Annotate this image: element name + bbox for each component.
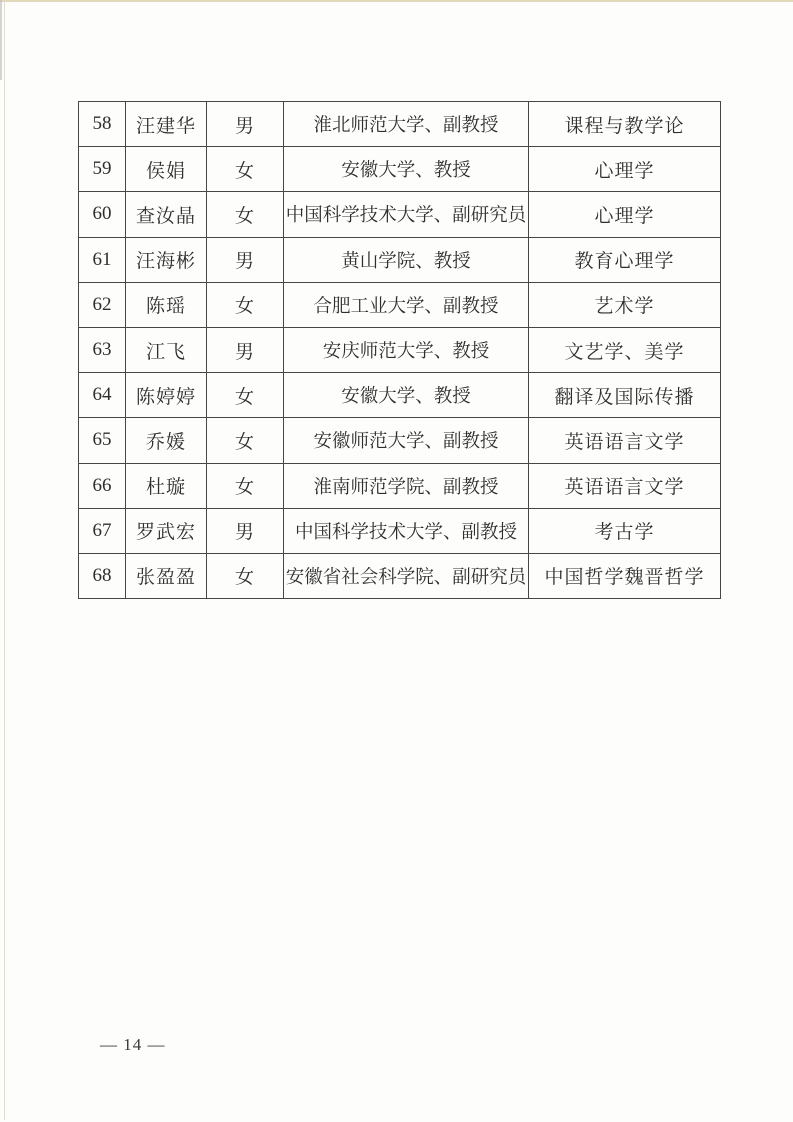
cell-gender: 女 bbox=[207, 147, 284, 192]
cell-affiliation: 淮北师范大学、副教授 bbox=[284, 102, 529, 147]
scan-edge-left bbox=[4, 2, 5, 1120]
cell-affiliation: 中国科学技术大学、副教授 bbox=[284, 508, 529, 553]
cell-field: 中国哲学魏晋哲学 bbox=[529, 553, 721, 598]
table-row bbox=[79, 237, 721, 282]
cell-affiliation: 安庆师范大学、教授 bbox=[284, 327, 529, 372]
table-row bbox=[79, 553, 721, 598]
cell-number: 63 bbox=[79, 327, 126, 372]
cell-number: 66 bbox=[79, 463, 126, 508]
cell-field: 心理学 bbox=[529, 147, 721, 192]
scan-edge-corner bbox=[0, 0, 2, 80]
cell-gender: 女 bbox=[207, 192, 284, 237]
table-row bbox=[79, 373, 721, 418]
cell-number: 59 bbox=[79, 147, 126, 192]
cell-number: 64 bbox=[79, 373, 126, 418]
page-number: — 14 — bbox=[100, 1035, 166, 1054]
cell-gender: 男 bbox=[207, 508, 284, 553]
cell-name: 杜璇 bbox=[126, 463, 207, 508]
table-row bbox=[79, 418, 721, 463]
table-row bbox=[79, 102, 721, 147]
cell-name: 汪海彬 bbox=[126, 237, 207, 282]
table-row bbox=[79, 282, 721, 327]
experts-roster-body bbox=[79, 102, 721, 599]
cell-affiliation: 安徽大学、教授 bbox=[284, 147, 529, 192]
cell-field: 课程与教学论 bbox=[529, 102, 721, 147]
cell-name: 江飞 bbox=[126, 327, 207, 372]
cell-affiliation: 安徽省社会科学院、副研究员 bbox=[284, 553, 529, 598]
cell-name: 汪建华 bbox=[126, 102, 207, 147]
cell-name: 陈婷婷 bbox=[126, 373, 207, 418]
cell-name: 陈瑶 bbox=[126, 282, 207, 327]
cell-number: 61 bbox=[79, 237, 126, 282]
cell-field: 教育心理学 bbox=[529, 237, 721, 282]
table-row bbox=[79, 463, 721, 508]
cell-gender: 女 bbox=[207, 463, 284, 508]
experts-roster-table bbox=[78, 101, 721, 599]
table-row bbox=[79, 192, 721, 237]
cell-field: 英语语言文学 bbox=[529, 463, 721, 508]
cell-number: 62 bbox=[79, 282, 126, 327]
cell-field: 翻译及国际传播 bbox=[529, 373, 721, 418]
cell-gender: 女 bbox=[207, 418, 284, 463]
scan-edge-top bbox=[0, 0, 793, 2]
cell-name: 张盈盈 bbox=[126, 553, 207, 598]
cell-affiliation: 淮南师范学院、副教授 bbox=[284, 463, 529, 508]
cell-number: 60 bbox=[79, 192, 126, 237]
cell-name: 罗武宏 bbox=[126, 508, 207, 553]
cell-field: 英语语言文学 bbox=[529, 418, 721, 463]
cell-number: 65 bbox=[79, 418, 126, 463]
cell-gender: 女 bbox=[207, 282, 284, 327]
cell-field: 艺术学 bbox=[529, 282, 721, 327]
cell-affiliation: 安徽大学、教授 bbox=[284, 373, 529, 418]
cell-field: 考古学 bbox=[529, 508, 721, 553]
cell-name: 查汝晶 bbox=[126, 192, 207, 237]
cell-number: 58 bbox=[79, 102, 126, 147]
cell-name: 乔媛 bbox=[126, 418, 207, 463]
cell-gender: 女 bbox=[207, 553, 284, 598]
cell-gender: 女 bbox=[207, 373, 284, 418]
cell-gender: 男 bbox=[207, 102, 284, 147]
cell-affiliation: 中国科学技术大学、副研究员 bbox=[284, 192, 529, 237]
cell-name: 侯娟 bbox=[126, 147, 207, 192]
cell-gender: 男 bbox=[207, 237, 284, 282]
cell-affiliation: 黄山学院、教授 bbox=[284, 237, 529, 282]
table-row bbox=[79, 508, 721, 553]
cell-number: 68 bbox=[79, 553, 126, 598]
cell-gender: 男 bbox=[207, 327, 284, 372]
cell-affiliation: 安徽师范大学、副教授 bbox=[284, 418, 529, 463]
table-row bbox=[79, 147, 721, 192]
cell-affiliation: 合肥工业大学、副教授 bbox=[284, 282, 529, 327]
table-row bbox=[79, 327, 721, 372]
cell-field: 心理学 bbox=[529, 192, 721, 237]
cell-number: 67 bbox=[79, 508, 126, 553]
cell-field: 文艺学、美学 bbox=[529, 327, 721, 372]
